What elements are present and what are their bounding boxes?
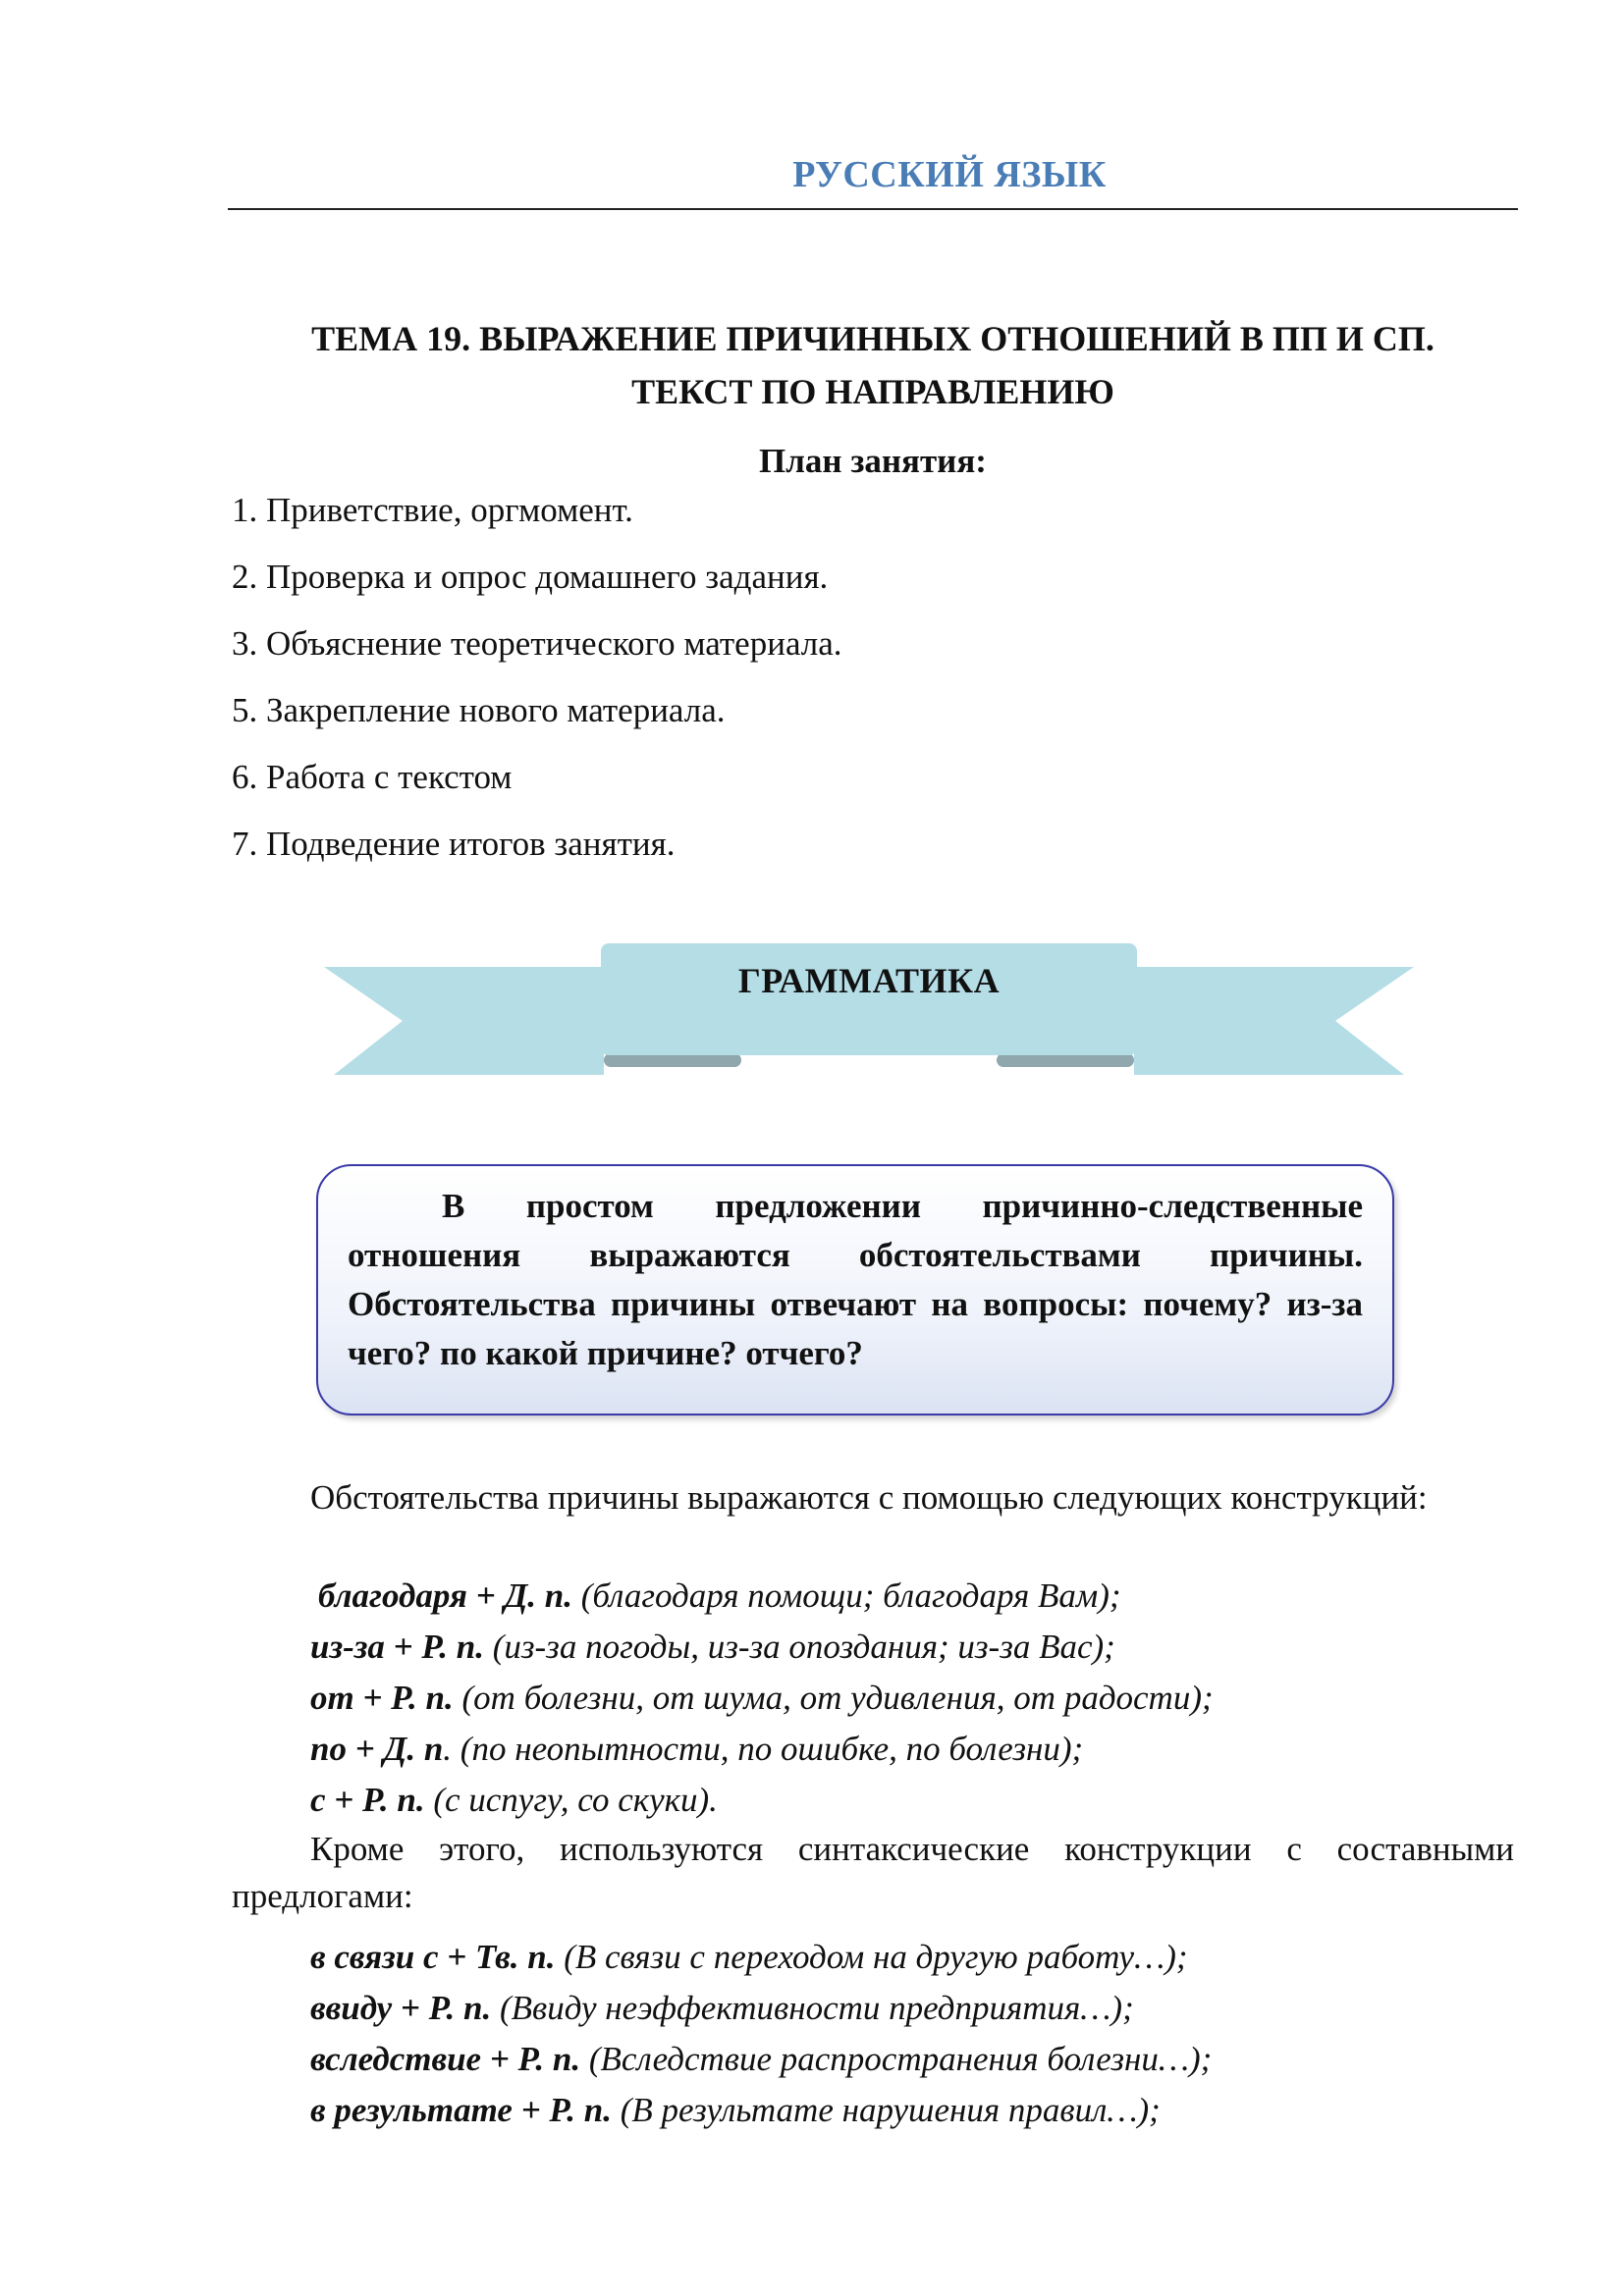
construction-item: [310, 1775, 1214, 1826]
construction-form: от + Р. п.: [310, 1679, 454, 1717]
construction-list-compound: [310, 1932, 1212, 2136]
construction-item: [310, 1932, 1212, 1983]
construction-item: [310, 1622, 1214, 1673]
construction-example: (благодаря помощи; благодаря Вам);: [572, 1576, 1121, 1615]
construction-example: . (по неопытности, по ошибке, по болезни);: [443, 1730, 1084, 1768]
plan-list: [232, 489, 842, 889]
construction-form: вследствие + Р. п.: [310, 2040, 581, 2078]
construction-item: [310, 2085, 1212, 2136]
rule-callout-text: В простом предложении причинно-следственные отношения выражаются обстоятельствами причины. Обстоятельства причины отвечают на вопросы: почему? из-за чего? по какой причине? отчего?: [348, 1187, 1363, 1372]
construction-example: (Вследствие распространения болезни…);: [580, 2040, 1213, 2078]
ribbon-right-fold: [997, 1053, 1134, 1067]
plan-item: 1. Приветствие, оргмомент.: [232, 491, 633, 529]
construction-form: в связи с + Тв. п.: [310, 1938, 556, 1976]
construction-item: [310, 2034, 1212, 2085]
construction-item: [310, 1673, 1214, 1724]
construction-example: (В связи с переходом на другую работу…);: [555, 1938, 1188, 1976]
paragraph-constructions-intro: Обстоятельства причины выражаются с помощью следующих конструкций:: [310, 1478, 1428, 1517]
plan-item: 3. Объяснение теоретического материала.: [232, 624, 842, 663]
grammar-ribbon-banner: [324, 937, 1414, 1075]
topic-title-line-2: ТЕКСТ ПО НАПРАВЛЕНИЮ: [631, 372, 1114, 411]
plan-item: 6. Работа с текстом: [232, 758, 513, 796]
construction-example: (Ввиду неэффективности предприятия…);: [491, 1989, 1134, 2027]
construction-form: в результате + Р. п.: [310, 2091, 612, 2129]
construction-example: (В результате нарушения правил…);: [612, 2091, 1161, 2129]
subject-title: РУССКИЙ ЯЗЫК: [792, 154, 1107, 195]
plan-title: План занятия:: [759, 442, 987, 480]
construction-example: (из-за погоды, из-за опоздания; из-за Вас);: [483, 1628, 1115, 1666]
header-divider: [228, 208, 1518, 210]
construction-form: с + Р. п.: [310, 1781, 425, 1819]
plan-item: 5. Закрепление нового материала.: [232, 691, 726, 729]
construction-item: [310, 1983, 1212, 2034]
construction-example: (с испугу, со скуки).: [424, 1781, 718, 1819]
topic-title: [228, 312, 1518, 418]
ribbon-left-fold: [604, 1053, 741, 1067]
construction-item: [310, 1571, 1214, 1622]
topic-title-line-1: ТЕМА 19. ВЫРАЖЕНИЕ ПРИЧИННЫХ ОТНОШЕНИЙ В ПП И СП.: [311, 319, 1435, 358]
banner-label: ГРАММАТИКА: [737, 961, 1001, 1000]
construction-form: из-за + Р. п.: [310, 1628, 484, 1666]
construction-form: по + Д. п: [310, 1730, 444, 1768]
construction-form: ввиду + Р. п.: [310, 1989, 492, 2027]
paragraph-compound-prepositions: Кроме этого, используются синтаксические конструкции с составными предлогами:: [232, 1830, 1514, 1915]
construction-form: благодаря + Д. п.: [318, 1576, 573, 1615]
construction-example: (от болезни, от шума, от удивления, от радости);: [453, 1679, 1214, 1717]
construction-item: [310, 1724, 1214, 1775]
construction-list-simple: [310, 1571, 1214, 1826]
plan-item: 7. Подведение итогов занятия.: [232, 825, 676, 863]
plan-item: 2. Проверка и опрос домашнего задания.: [232, 558, 829, 596]
